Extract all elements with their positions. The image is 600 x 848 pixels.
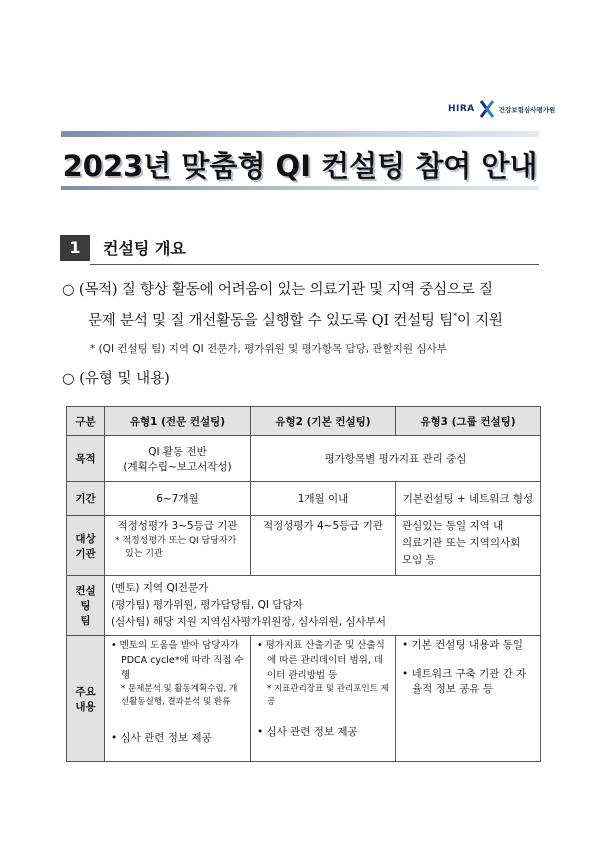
target-label-1: 대상 [75,532,96,545]
section-number: 1 [60,235,90,261]
purpose-type23: 평가항목별 평가지표 관리 중심 [251,436,541,482]
header-category: 구분 [67,407,105,436]
purpose-line-1: ○ (목적) 질 향상 활동에 어려움이 있는 의료기관 및 지역 중심으로 질 [62,282,493,298]
logo-brand: HIRA [448,104,475,114]
purpose-line-2b: 이 지원 [456,313,503,329]
period-type1: 6~7개월 [105,482,251,516]
consulting-types-table [66,406,541,762]
content-type1-item-2: • 심사 관련 정보 제공 [111,732,212,744]
header-type1: 유형1 (전문 컨설팅) [105,407,251,436]
target-label-2: 기관 [75,547,96,560]
target-type3 [396,516,541,576]
team-review: (심사팀) 해당 지원 지역심사평가위원장, 심사위원, 심사부서 [111,616,386,628]
content-label-2: 내용 [75,700,96,713]
purpose-type1-sub: (계획수립~보고서작성) [123,460,232,473]
row-label-target [67,516,105,576]
row-label-content [67,636,105,762]
target-type3-line-1: 관심있는 동일 지역 내 [402,520,504,532]
table-header-row [67,407,541,436]
target-type2: 적정성평가 4~5등급 기관 [251,516,396,576]
period-type3: 기본컨설팅 + 네트워크 형성 [396,482,541,516]
row-label-period: 기간 [67,482,105,516]
content-type2 [251,636,396,762]
team-label-1: 컨설팅 [75,585,96,612]
target-type1-note-2: 있는 기관 [125,549,163,559]
table-row-purpose [67,436,541,482]
content-type2-note: * 지표관리장표 및 관리포인트 제공 [267,684,389,707]
hira-logo [448,100,555,118]
content-type1 [105,636,251,762]
content-type2-item-1: • 평가지표 산출기준 및 산출식에 따른 관리데이터 범위, 데이터 관리방법 등 [257,640,385,681]
title-band-top [61,131,539,137]
target-type1 [105,516,251,576]
purpose-note: * (QI 컨설팅 팀) 지역 QI 전문가, 평가위원 및 평가항목 담당, 관할지원 심사부 [90,343,447,355]
period-type2: 1개월 이내 [251,482,396,516]
target-type3-line-2: 의료기관 또는 지역의사회 [402,537,521,549]
row-label-team [67,576,105,636]
purpose-line-2 [88,309,503,330]
table-row-period [67,482,541,516]
table-row-team [67,576,541,636]
target-type1-note: * 적정성평가 또는 QI 담당자가 [115,536,237,546]
row-label-purpose: 목적 [67,436,105,482]
page-title: 2023년 맞춤형 QI 컨설팅 참여 안내 [62,149,538,183]
table-row-content [67,636,541,762]
table-row-target [67,516,541,576]
content-type1-item-1: • 멘토의 도움을 받아 담당자가 PDCA cycle*에 따라 직접 수행 [111,640,244,681]
purpose-line-2a: 문제 분석 및 질 개선활동을 실행할 수 있도록 QI 컨설팅 팀 [88,313,454,329]
header-type2: 유형2 (기본 컨설팅) [251,407,396,436]
team-members [105,576,541,636]
logo-org: 건강보험심사평가원 [498,105,556,114]
purpose-footnote-mark: * [453,312,457,322]
title-band-bottom [61,186,539,190]
content-type3 [396,636,541,762]
content-type3-item-1: • 기본 컨설팅 내용과 동일 [402,639,523,651]
section-underline [90,264,539,265]
content-type1-note: * 문제분석 및 활동계획수립, 개선활동실행, 결과분석 및 환류 [121,684,238,707]
team-evaluation: (평가팀) 평가위원, 평가담당팀, QI 담당자 [111,599,303,611]
content-type3-item-2: • 네트워크 구축 기관 간 자율적 정보 공유 등 [402,668,527,695]
team-label-2: 팀 [80,615,91,627]
content-type2-item-2: • 심사 관련 정보 제공 [257,726,358,738]
header-type3: 유형3 (그룹 컨설팅) [396,407,541,436]
types-heading: ○ (유형 및 내용) [62,371,170,387]
hira-mark-icon [479,100,495,118]
purpose-type1 [105,436,251,482]
purpose-type1-main: QI 활동 전반 [148,445,207,458]
content-label-1: 주요 [75,685,96,698]
target-type1-main: 적정성평가 3~5등급 기관 [117,520,238,532]
team-mentor: (멘토) 지역 QI전문가 [111,582,209,594]
target-type3-line-3: 모임 등 [402,554,436,566]
section-title: 컨설팅 개요 [103,239,186,258]
